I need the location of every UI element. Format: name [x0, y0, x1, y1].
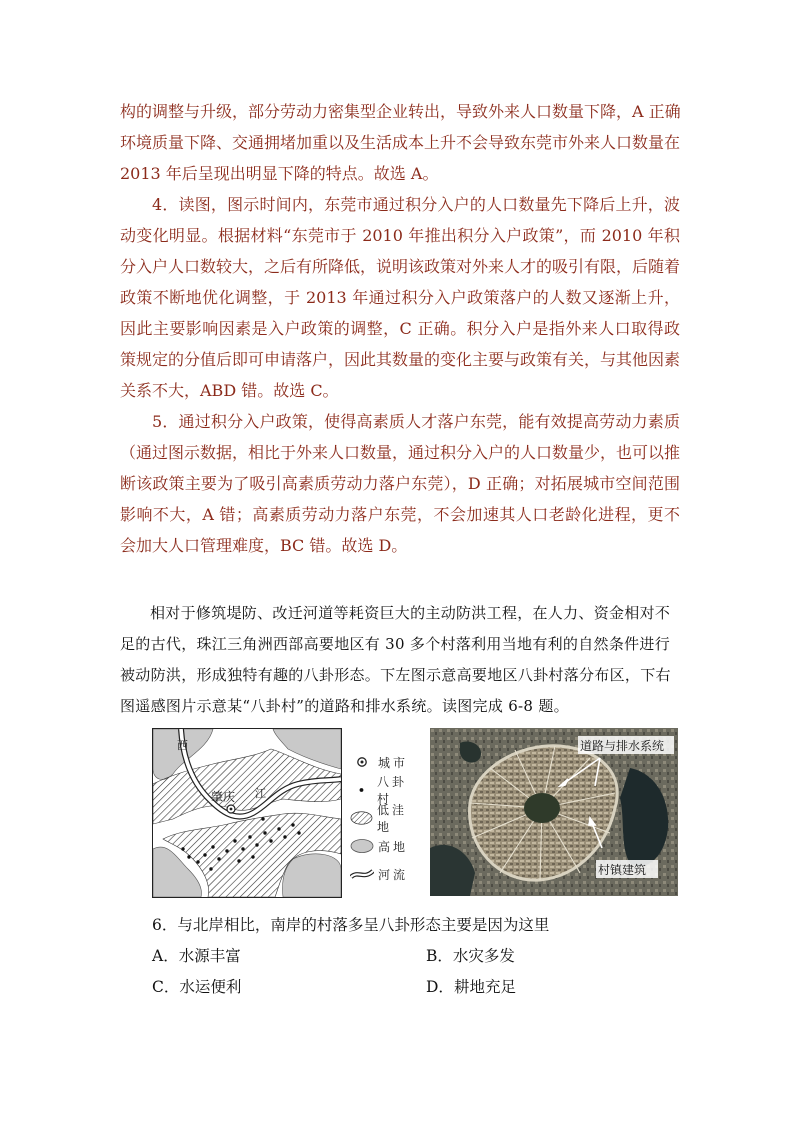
photo-label-buildings: 村镇建筑: [598, 863, 647, 877]
answer-3-line-1: 构的调整与升级，部分劳动力密集型企业转出，导致外来人口数量下降，A 正确: [120, 102, 681, 121]
question-6-stem: 6．与北岸相比，南岸的村落多呈八卦形态主要是因为这里: [152, 916, 550, 934]
legend-city: [350, 752, 408, 772]
legend-highland: [350, 836, 408, 856]
option-letter: B．: [426, 947, 453, 965]
photo-label-roads: 道路与排水系统: [580, 739, 665, 753]
map-drawing: [153, 729, 341, 897]
legend-label: 高地: [378, 839, 409, 854]
village-dot-icon: [350, 782, 373, 798]
answer-3-line-3: 2013 年后呈现出明显下降的特点。故选 A。: [120, 164, 439, 183]
option-text: 耕地充足: [453, 978, 516, 996]
river-label-jiang: 江: [255, 787, 266, 800]
city-icon: [350, 754, 374, 770]
answer-4: 4．读图，图示时间内，东莞市通过积分入户的人口数量先下降后上升，波动变化明显。根据材料“东莞市于 2010 年推出积分入户政策”，而 2010 年积分入户人口数较大，之后有所降低，说明该政策对外来人才的吸引有限，后随着政策不断地优化调整，于 2013 年通过积分入户政策落户的人数又逐渐上升，因此主要影响因素是入户政策的调整，C 正确。积分入户是指外来人口取得政策规定的分值后即可申请落户，因此其数量的变化主要与政策有关，与其他因素关系不大，ABD 错。故选 C。: [120, 195, 681, 400]
option-b[interactable]: [426, 944, 515, 966]
village-distribution-map: [152, 728, 342, 898]
river-label-xi: 西: [177, 739, 188, 752]
answer-5: 5．通过积分入户政策，使得高素质人才落户东莞，能有效提高劳动力素质（通过图示数据，相比于外来人口数量，通过积分入户的人口数量少，也可以推断该政策主要为了吸引高素质劳动力落户东莞），D 正确；对拓展城市空间范围影响不大，A 错；高素质劳动力落户东莞，不会加速其人口老龄化进程，更不会加大人口管理难度，BC 错。故选 D。: [120, 412, 681, 555]
option-text: 水运便利: [179, 978, 242, 996]
city-label: 肇庆: [211, 790, 236, 804]
legend-label: 城市: [378, 755, 409, 770]
map-legend: [350, 728, 420, 896]
stem-text: 相对于修筑堤防、改迁河道等耗资巨大的主动防洪工程，在人力、资金相对不足的古代，珠江三角洲西部高要地区有 30 多个村落利用当地有利的自然条件进行被动防洪，形成独特有趣的八卦形态。下左图示意高要地区八卦村落分布区，下右图遥感图片示意某“八卦村”的道路和排水系统。读图完成 6-8 题。: [120, 604, 671, 715]
legend-label: 低洼地: [376, 803, 407, 834]
photo-drawing: [430, 728, 678, 896]
legend-river: [350, 864, 408, 884]
river-icon: [350, 866, 374, 882]
legend-lowland: [350, 803, 420, 834]
option-text: 水源丰富: [178, 947, 241, 965]
legend-village: [350, 775, 420, 806]
option-a[interactable]: [152, 944, 241, 966]
option-d[interactable]: [426, 975, 516, 997]
option-c[interactable]: [152, 975, 241, 997]
question-stem: [120, 598, 680, 722]
answer-explanations: [120, 96, 680, 561]
option-letter: D．: [426, 978, 454, 996]
lowland-hatch-icon: [350, 810, 373, 826]
legend-label: 八卦村: [376, 775, 407, 806]
option-letter: A．: [152, 947, 179, 965]
option-letter: C．: [152, 978, 180, 996]
remote-sensing-image: [430, 728, 678, 896]
highland-fill-icon: [350, 838, 374, 854]
legend-label: 河流: [378, 867, 409, 882]
figures: [152, 728, 678, 898]
option-text: 水灾多发: [452, 947, 515, 965]
answer-3-line-2: 环境质量下降、交通拥堵加重以及生活成本上升不会导致东莞市外来人口数量在: [120, 133, 681, 152]
